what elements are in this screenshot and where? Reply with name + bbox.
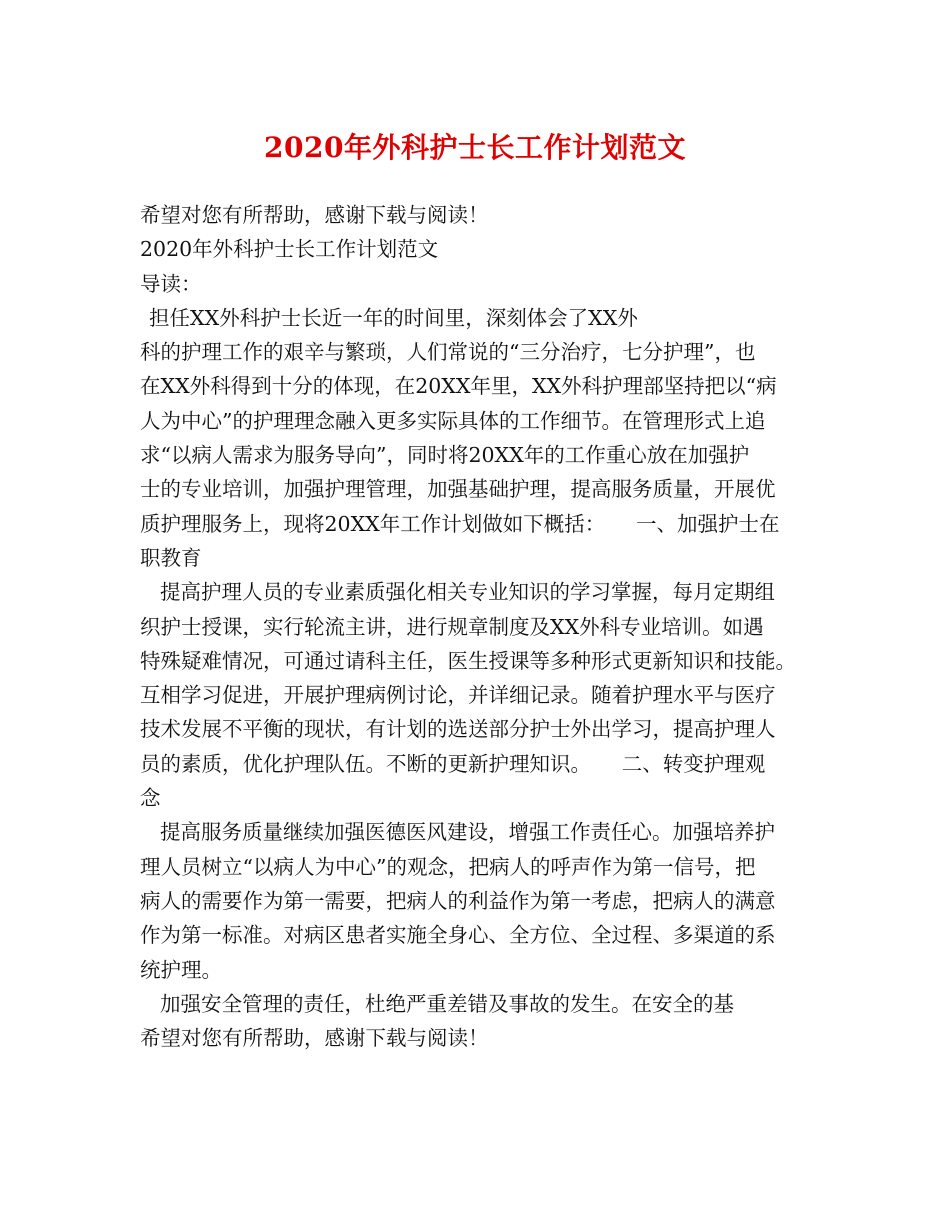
paragraph-line: 求“以病人需求为服务导向”，同时将20XX年的工作重心放在加强护 xyxy=(140,443,750,468)
paragraph-line: 统护理。 xyxy=(140,957,222,982)
paragraph-line: 技术发展不平衡的现状，有计划的选送部分护士外出学习，提高护理人 xyxy=(140,717,776,742)
paragraph-line: 特殊疑难情况，可通过请科主任，医生授课等多种形式更新知识和技能。 xyxy=(140,648,796,673)
paragraph-line: 员的素质，优化护理队伍。不断的更新护理知识。 二、转变护理观 xyxy=(140,751,766,776)
paragraph-line: 织护士授课，实行轮流主讲，进行规章制度及XX外科专业培训。如遇 xyxy=(140,614,764,639)
paragraph-line: 职教育 xyxy=(140,545,202,570)
paragraph-line: 互相学习促进，开展护理病例讨论，并详细记录。随着护理水平与医疗 xyxy=(140,683,776,708)
header-note: 希望对您有所帮助，感谢下载与阅读！ xyxy=(140,203,489,227)
paragraph-line: 提高服务质量继续加强医德医风建设，增强工作责任心。加强培养护 xyxy=(160,820,775,845)
paragraph-line: 加强安全管理的责任，杜绝严重差错及事故的发生。在安全的基 xyxy=(160,991,734,1016)
document-body xyxy=(140,198,830,1055)
paragraph-line: 理人员树立“以病人为中心”的观念，把病人的呼声作为第一信号，把 xyxy=(140,854,756,879)
paragraph-line: 人为中心”的护理理念融入更多实际具体的工作细节。在管理形式上追 xyxy=(140,408,766,433)
paragraph-line: 质护理服务上，现将20XX年工作计划做如下概括： 一、加强护士在 xyxy=(140,511,780,536)
intro-label: 导读： xyxy=(140,271,202,296)
paragraph-line: 在XX外科得到十分的体现，在20XX年里，XX外科护理部坚持把以“病 xyxy=(140,374,777,399)
paragraph-line: 病人的需要作为第一需要，把病人的利益作为第一考虑，把病人的满意 xyxy=(140,888,776,913)
paragraph-line: 念 xyxy=(140,786,161,811)
paragraph-line: 作为第一标准。对病区患者实施全身心、全方位、全过程、多渠道的系 xyxy=(140,923,776,948)
document-title: 2020年外科护士长工作计划范文 xyxy=(264,131,686,164)
footer-note: 希望对您有所帮助，感谢下载与阅读！ xyxy=(140,1026,489,1051)
paragraph-line: 提高护理人员的专业素质强化相关专业知识的学习掌握，每月定期组 xyxy=(160,580,775,605)
paragraph-line: 科的护理工作的艰辛与繁琐，人们常说的“三分治疗，七分护理”，也 xyxy=(140,340,756,365)
paragraph-line: 担任XX外科护士长近一年的时间里，深刻体会了XX外 xyxy=(149,305,638,330)
paragraph-line: 士的专业培训，加强护理管理，加强基础护理，提高服务质量，开展优 xyxy=(140,477,776,502)
subtitle-line: 2020年外科护士长工作计划范文 xyxy=(140,237,439,262)
